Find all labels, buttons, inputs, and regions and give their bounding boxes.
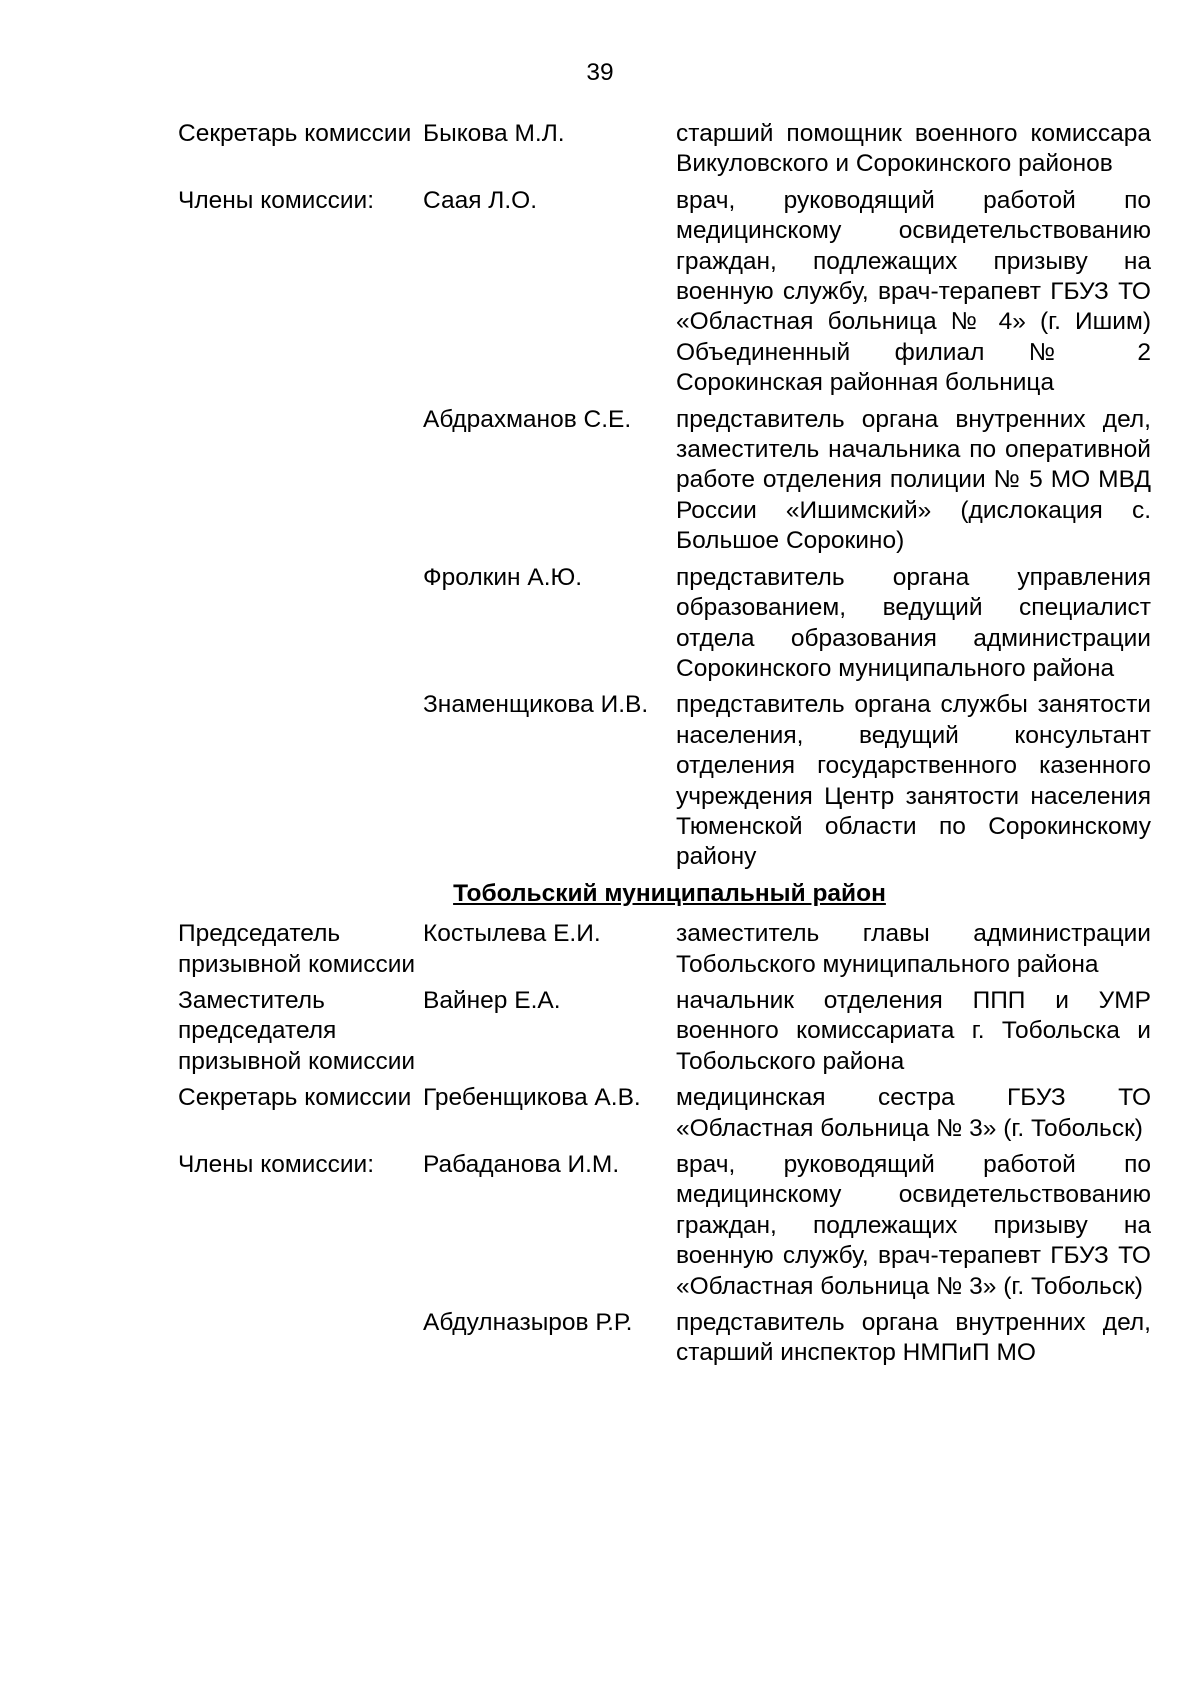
entry-name: Быкова М.Л. bbox=[423, 120, 565, 147]
entry-name: Вайнер Е.А. bbox=[423, 986, 561, 1014]
entry-member bbox=[178, 186, 1151, 399]
entry-role bbox=[178, 563, 423, 685]
entry-description: представитель органа управления образованием, ведущий специалист отдела образования администрации Сорокинского муниципального района bbox=[676, 563, 1151, 682]
entry-name: Саая Л.О. bbox=[423, 186, 538, 214]
entry-role bbox=[178, 690, 423, 872]
entry-name: Гребенщикова А.В. bbox=[423, 1084, 641, 1112]
entry-role bbox=[178, 405, 423, 557]
entry-description: врач, руководящий работой по медицинскому освидетельствованию граждан, подлежащих призыву на военную службу, врач-терапевт ГБУЗ ТО «Областная больница № 3» (г. Тобольск) bbox=[676, 1151, 1151, 1300]
entry-description: старший помощник военного комиссара Викуловского и Сорокинского районов bbox=[676, 120, 1151, 178]
entry-description: представитель органа службы занятости населения, ведущий консультант отделения государственного казенного учреждения Центр занятости населения Тюменской области по Сорокинскому району bbox=[676, 691, 1151, 871]
entry-description: медицинская сестра ГБУЗ ТО «Областная больница № 3» (г. Тобольск) bbox=[676, 1084, 1151, 1142]
section-heading: Тобольский муниципальный район bbox=[453, 879, 886, 907]
entry-name: Абдулназыров Р.Р. bbox=[423, 1309, 633, 1337]
entry-secretary bbox=[178, 119, 1151, 180]
entry-role: Секретарь комиссии bbox=[178, 1084, 412, 1112]
entry-name: Фролкин А.Ю. bbox=[423, 563, 583, 591]
entry-description: заместитель главы администрации Тобольского муниципального района bbox=[676, 920, 1151, 978]
entry-description: врач, руководящий работой по медицинскому освидетельствованию граждан, подлежащих призыву на военную службу, врач-терапевт ГБУЗ ТО «Областная больница № 4» (г. Ишим) Объединенный филиал № 2 Сорокинская районная больница bbox=[676, 186, 1151, 397]
entry-name: Костылева Е.И. bbox=[423, 920, 601, 948]
entry-secretary bbox=[178, 1083, 1151, 1144]
entry-role: Члены комиссии: bbox=[178, 186, 375, 214]
entry-description: представитель органа внутренних дел, старший инспектор НМПиП МО bbox=[676, 1309, 1151, 1367]
entry-description: начальник отделения ППП и УМР военного комиссариата г. Тобольска и Тобольского района bbox=[676, 986, 1151, 1075]
entry-member bbox=[178, 405, 1151, 557]
entry-member bbox=[178, 563, 1151, 685]
entry-role: Председатель призывной комиссии bbox=[178, 920, 416, 978]
entry-member bbox=[178, 1150, 1151, 1302]
entry-role: Члены комиссии: bbox=[178, 1151, 375, 1178]
entry-member bbox=[178, 690, 1151, 872]
commission-list bbox=[178, 119, 1151, 1375]
entry-name: Абдрахманов С.Е. bbox=[423, 405, 632, 433]
page-number: 39 bbox=[586, 59, 614, 86]
entry-role: Секретарь комиссии bbox=[178, 120, 412, 147]
entry-role: Заместитель председателя призывной комиссии bbox=[178, 986, 416, 1075]
entry-chairman bbox=[178, 919, 1151, 980]
entry-description: представитель органа внутренних дел, заместитель начальника по оперативной работе отделения полиции № 5 МО МВД России «Ишимский» (дислокация с. Большое Сорокино) bbox=[676, 405, 1151, 555]
entry-name: Рабаданова И.М. bbox=[423, 1151, 620, 1178]
entry-deputy-chairman bbox=[178, 986, 1151, 1077]
entry-member bbox=[178, 1308, 1151, 1369]
entry-role bbox=[178, 1308, 423, 1369]
entry-name: Знаменщикова И.В. bbox=[423, 691, 649, 719]
